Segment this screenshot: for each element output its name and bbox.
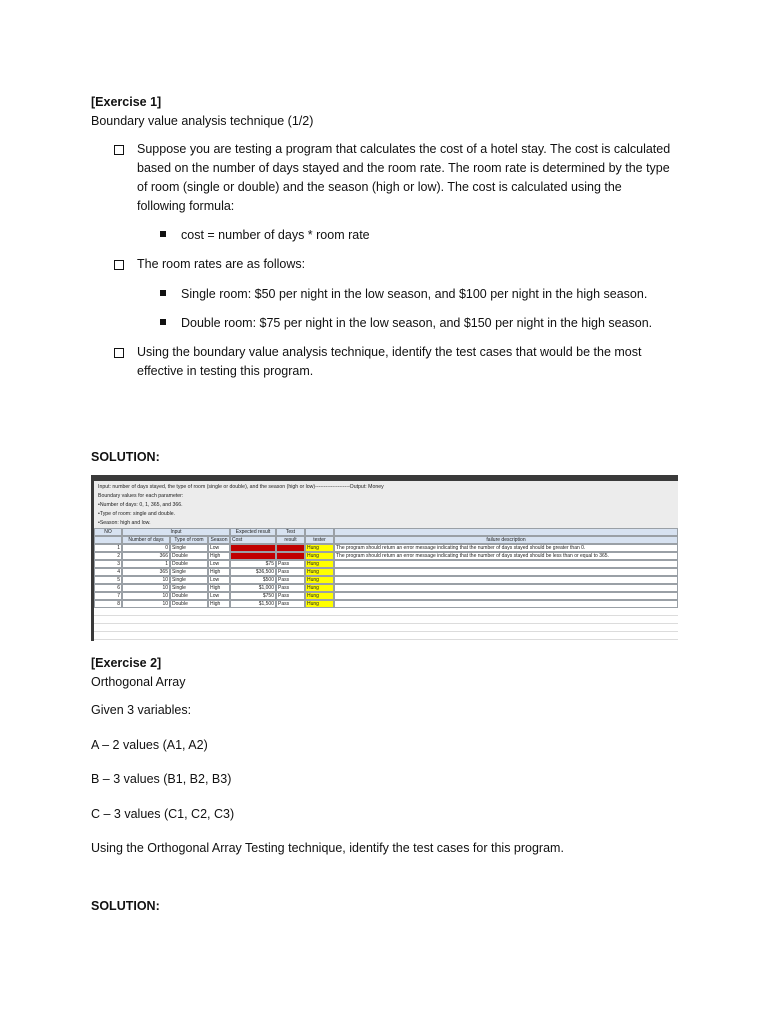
cell-season: Low: [208, 592, 230, 600]
formula-text: cost = number of days * room rate: [181, 228, 370, 242]
instruction: Using the Orthogonal Array Testing technique, identify the test cases for this program.: [91, 841, 564, 855]
cell-days: 365: [122, 568, 170, 576]
cell-result: Fail: [276, 544, 305, 552]
cell-result: Pass: [276, 568, 305, 576]
cell-failure: [334, 576, 678, 584]
square-bullet-icon: [160, 231, 166, 237]
cell-season: Low: [208, 576, 230, 584]
cell-tester: Hung: [305, 544, 334, 552]
cell-type: Double: [170, 592, 208, 600]
square-bullet-icon: [160, 290, 166, 296]
cell-season: Low: [208, 560, 230, 568]
cell-cost: $750: [230, 592, 276, 600]
cell-no: 1: [94, 544, 122, 552]
cell-result: Pass: [276, 576, 305, 584]
header-failure: failure description: [334, 536, 678, 544]
cell-tester: Hung: [305, 568, 334, 576]
bullet3-line1: Using the boundary value analysis technique, identify the test cases that would be the most: [137, 345, 642, 359]
cell-no: 8: [94, 600, 122, 608]
header-blank: [305, 528, 334, 536]
rate-double: Double room: $75 per night in the low season, and $150 per night in the high season.: [181, 316, 653, 330]
bullet1-line2: based on the number of days stayed and the room rate. The room rate is determined by the type: [137, 161, 670, 175]
cell-type: Double: [170, 600, 208, 608]
desc-line: •Season: high and low.: [98, 520, 151, 526]
header-days: Number of days: [122, 536, 170, 544]
cell-result: Pass: [276, 584, 305, 592]
solution-label-2: SOLUTION:: [91, 899, 160, 913]
header-no: NO: [94, 528, 122, 536]
cell-tester: Hung: [305, 584, 334, 592]
cell-days: 366: [122, 552, 170, 560]
exercise1-heading: [Exercise 1]: [91, 95, 162, 109]
header-input: Input: [122, 528, 230, 536]
checkbox-bullet-icon: [114, 145, 124, 155]
cell-tester: Hung: [305, 592, 334, 600]
cell-days: 10: [122, 592, 170, 600]
cell-season: High: [208, 568, 230, 576]
cell-result: Pass: [276, 560, 305, 568]
desc-line: Boundary values for each parameter:: [98, 493, 184, 499]
cell-type: Double: [170, 552, 208, 560]
header-tester: tester: [305, 536, 334, 544]
empty-row: [94, 616, 678, 624]
variable-a: A – 2 values (A1, A2): [91, 738, 208, 752]
bullet1-line1: Suppose you are testing a program that calculates the cost of a hotel stay. The cost is calculated: [137, 142, 671, 156]
spreadsheet-description: [94, 481, 678, 528]
cell-failure: The program should return an error message indicating that the number of days stayed should be greater than 0.: [334, 544, 678, 552]
desc-line: Input: number of days stayed, the type of room (single or double), and the season (high or low)--------------------Output: Money: [98, 484, 384, 490]
empty-row: [94, 608, 678, 616]
rates-intro: The room rates are as follows:: [137, 257, 306, 271]
cell-failure: [334, 592, 678, 600]
cell-no: 7: [94, 592, 122, 600]
cell-cost: ERROR: [230, 544, 276, 552]
cell-days: 10: [122, 600, 170, 608]
cell-type: Double: [170, 560, 208, 568]
cell-season: High: [208, 552, 230, 560]
desc-line: •Type of room: single and double.: [98, 511, 176, 517]
cell-no: 3: [94, 560, 122, 568]
cell-result: Pass: [276, 592, 305, 600]
cell-days: 1: [122, 560, 170, 568]
cell-cost: $1,500: [230, 600, 276, 608]
cell-no: 6: [94, 584, 122, 592]
cell-failure: [334, 568, 678, 576]
exercise1-subtitle: Boundary value analysis technique (1/2): [91, 114, 314, 128]
cell-tester: Hung: [305, 576, 334, 584]
exercise2-subtitle: Orthogonal Array: [91, 675, 186, 689]
header-blank: [334, 528, 678, 536]
cell-no: 2: [94, 552, 122, 560]
checkbox-bullet-icon: [114, 348, 124, 358]
variable-c: C – 3 values (C1, C2, C3): [91, 807, 235, 821]
header-test-result-1: Test: [276, 528, 305, 536]
cell-type: Single: [170, 544, 208, 552]
variable-b: B – 3 values (B1, B2, B3): [91, 772, 232, 786]
cell-days: 10: [122, 584, 170, 592]
empty-row: [94, 624, 678, 632]
cell-cost: $36,500: [230, 568, 276, 576]
desc-line: •Number of days: 0, 1, 365, and 366.: [98, 502, 183, 508]
cell-failure: The program should return an error message indicating that the number of days stayed should be less than or equal to 365.: [334, 552, 678, 560]
cell-type: Single: [170, 568, 208, 576]
cell-failure: [334, 584, 678, 592]
bullet3-line2: effective in testing this program.: [137, 364, 314, 378]
empty-row: [94, 632, 678, 640]
header-season: Season: [208, 536, 230, 544]
cell-tester: Hung: [305, 600, 334, 608]
cell-result: Fail: [276, 552, 305, 560]
rate-single: Single room: $50 per night in the low season, and $100 per night in the high season.: [181, 287, 648, 301]
cell-cost: $1,000: [230, 584, 276, 592]
cell-season: Low: [208, 544, 230, 552]
cell-season: High: [208, 600, 230, 608]
exercise2-heading: [Exercise 2]: [91, 656, 162, 670]
cell-failure: [334, 560, 678, 568]
cell-result: Pass: [276, 600, 305, 608]
header-expected: Expected result: [230, 528, 276, 536]
cell-tester: Hung: [305, 560, 334, 568]
cell-type: Single: [170, 584, 208, 592]
header-blank: [94, 536, 122, 544]
cell-no: 5: [94, 576, 122, 584]
header-cost: Cost: [230, 536, 276, 544]
cell-cost: $500: [230, 576, 276, 584]
cell-type: Single: [170, 576, 208, 584]
solution-label-1: SOLUTION:: [91, 450, 160, 464]
cell-cost: ERROR: [230, 552, 276, 560]
cell-failure: [334, 600, 678, 608]
header-test-result-2: result: [276, 536, 305, 544]
spreadsheet-image: [91, 475, 678, 641]
square-bullet-icon: [160, 319, 166, 325]
bullet1-line3: of room (single or double) and the season (high or low). The cost is calculated using the: [137, 180, 622, 194]
bullet1-line4: following formula:: [137, 199, 235, 213]
header-type: Type of room: [170, 536, 208, 544]
cell-season: High: [208, 584, 230, 592]
cell-days: 0: [122, 544, 170, 552]
checkbox-bullet-icon: [114, 260, 124, 270]
cell-no: 4: [94, 568, 122, 576]
cell-tester: Hung: [305, 552, 334, 560]
cell-cost: $75: [230, 560, 276, 568]
cell-days: 10: [122, 576, 170, 584]
given-variables: Given 3 variables:: [91, 703, 192, 717]
